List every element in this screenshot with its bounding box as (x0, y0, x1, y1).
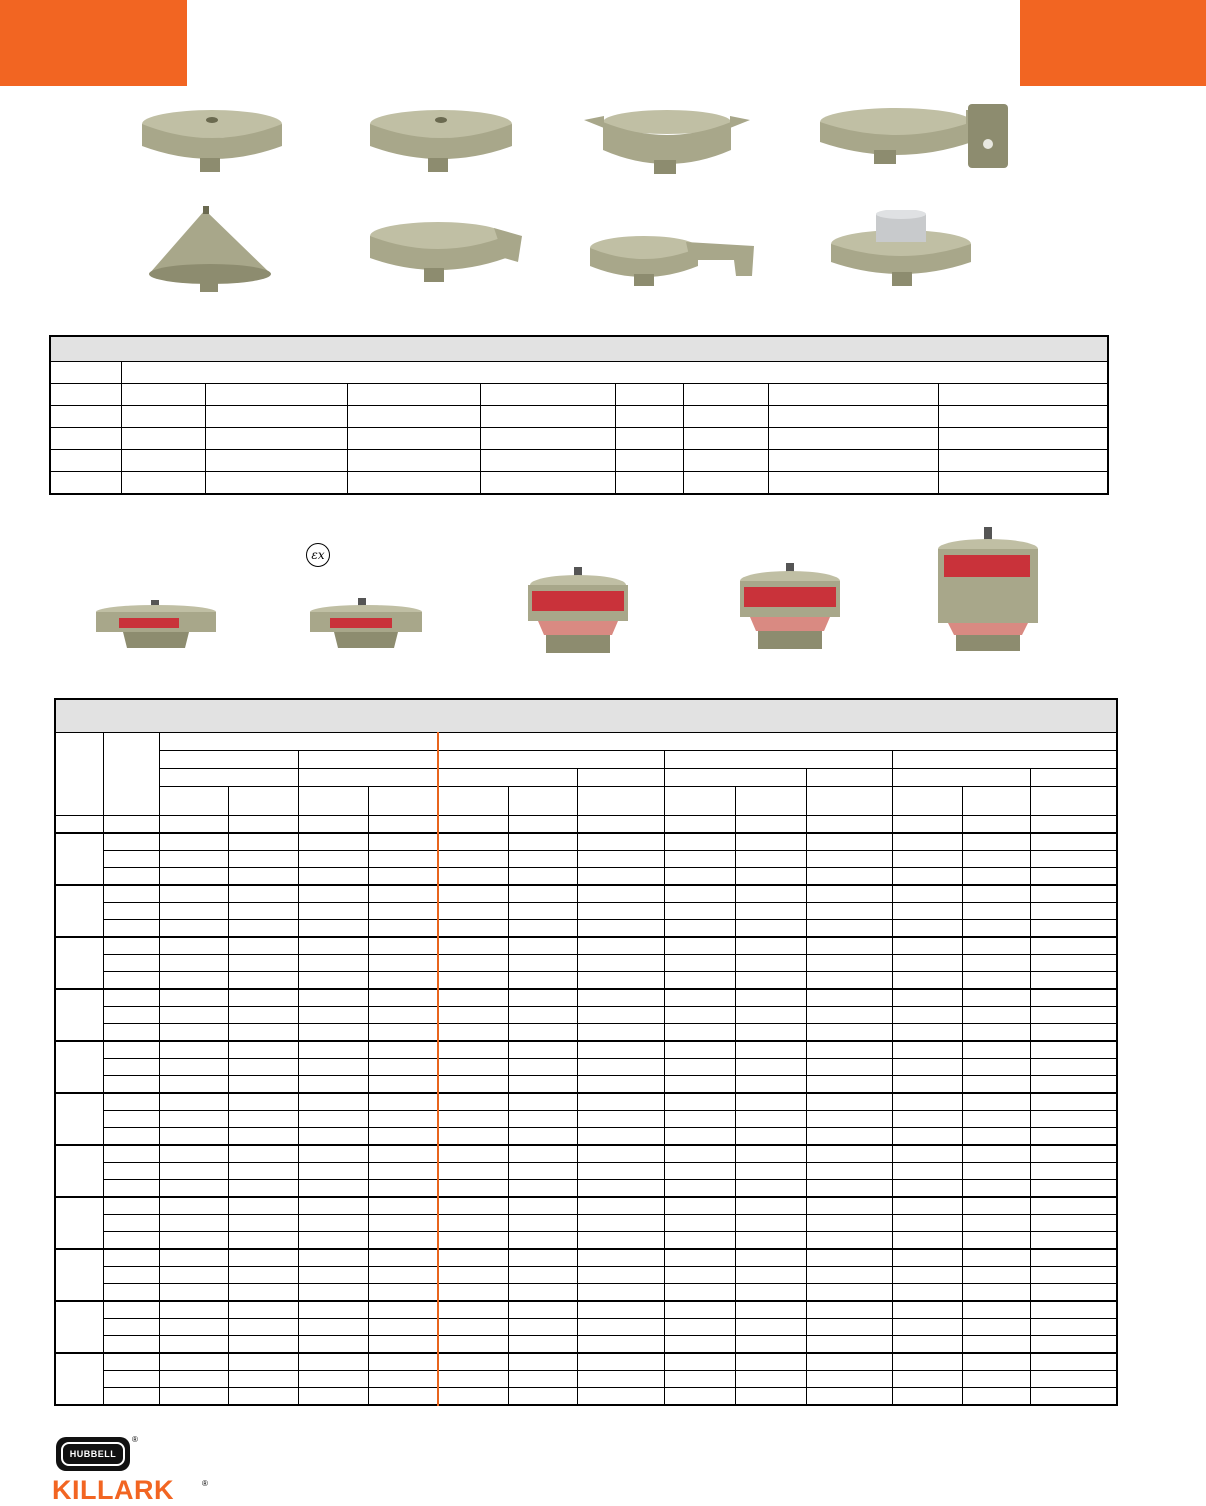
table-row (55, 1163, 1117, 1180)
table-row (55, 1371, 1117, 1388)
table-row (55, 1076, 1117, 1094)
reflector-photo-2 (366, 106, 516, 184)
table-row (55, 1215, 1117, 1232)
fixture-photo-4 (734, 563, 846, 653)
hubbell-badge (56, 1437, 130, 1471)
reflector-photo-6 (366, 218, 526, 294)
table-row (50, 384, 1108, 406)
table-row (55, 1319, 1117, 1336)
table-row (55, 1284, 1117, 1302)
table-row (55, 1197, 1117, 1215)
table-row (50, 428, 1108, 450)
reflector-photo-1 (138, 106, 286, 184)
table-row (55, 903, 1117, 920)
table-row (55, 1232, 1117, 1250)
hubbell-badge-text: HUBBELL (61, 1442, 125, 1466)
table-row (55, 1111, 1117, 1128)
orange-corner-tab-left (0, 0, 187, 86)
table-row (50, 472, 1108, 495)
reflector-photo-7 (586, 232, 758, 294)
reflector-photo-4 (816, 98, 1028, 190)
table-row (55, 1093, 1117, 1111)
table-row (55, 1145, 1117, 1163)
reflector-photo-5 (145, 204, 275, 296)
table-row (55, 885, 1117, 903)
table-row (55, 972, 1117, 990)
table-row (55, 937, 1117, 955)
table-title-band (50, 336, 1108, 362)
table-row (50, 450, 1108, 472)
registered-mark: ® (202, 1479, 208, 1488)
table-row (55, 920, 1117, 938)
table-row (55, 1388, 1117, 1406)
killark-hubbell-logo (52, 1433, 212, 1505)
table-row (55, 833, 1117, 851)
table-row (50, 406, 1108, 428)
fixture-photo-2 (308, 598, 424, 652)
table-row (55, 1041, 1117, 1059)
table-row (55, 989, 1117, 1007)
fixture-photo-1 (93, 600, 219, 652)
table-row (55, 1128, 1117, 1146)
reflector-photo-8 (826, 210, 976, 296)
table-row (55, 1007, 1117, 1024)
orange-corner-tab-right (1020, 0, 1206, 86)
table-header-row (55, 769, 1117, 787)
table-row (55, 816, 1117, 834)
table-header-row (55, 733, 1117, 751)
table-row (55, 851, 1117, 868)
table-row (55, 868, 1117, 886)
table-row (55, 1180, 1117, 1198)
table-row (55, 1024, 1117, 1042)
registered-mark: ® (132, 1435, 138, 1444)
reflector-photo-3 (584, 106, 750, 184)
table-title-band (55, 699, 1117, 733)
killark-wordmark: KILLARK (52, 1475, 174, 1505)
table-row (55, 1267, 1117, 1284)
table-row (55, 955, 1117, 972)
fixture-spec-table (54, 698, 1118, 1406)
table-header-row (55, 787, 1117, 816)
table-row (55, 1336, 1117, 1354)
table-row (55, 1353, 1117, 1371)
table-header-row (50, 362, 1108, 384)
ex-hazardous-mark-icon: εx (306, 543, 330, 567)
reflector-spec-table (49, 335, 1109, 495)
fixture-photo-5 (932, 527, 1044, 653)
table-row (55, 1301, 1117, 1319)
table-header-row (55, 751, 1117, 769)
fixture-photo-3 (524, 567, 632, 657)
table-row (55, 1059, 1117, 1076)
table-row (55, 1249, 1117, 1267)
